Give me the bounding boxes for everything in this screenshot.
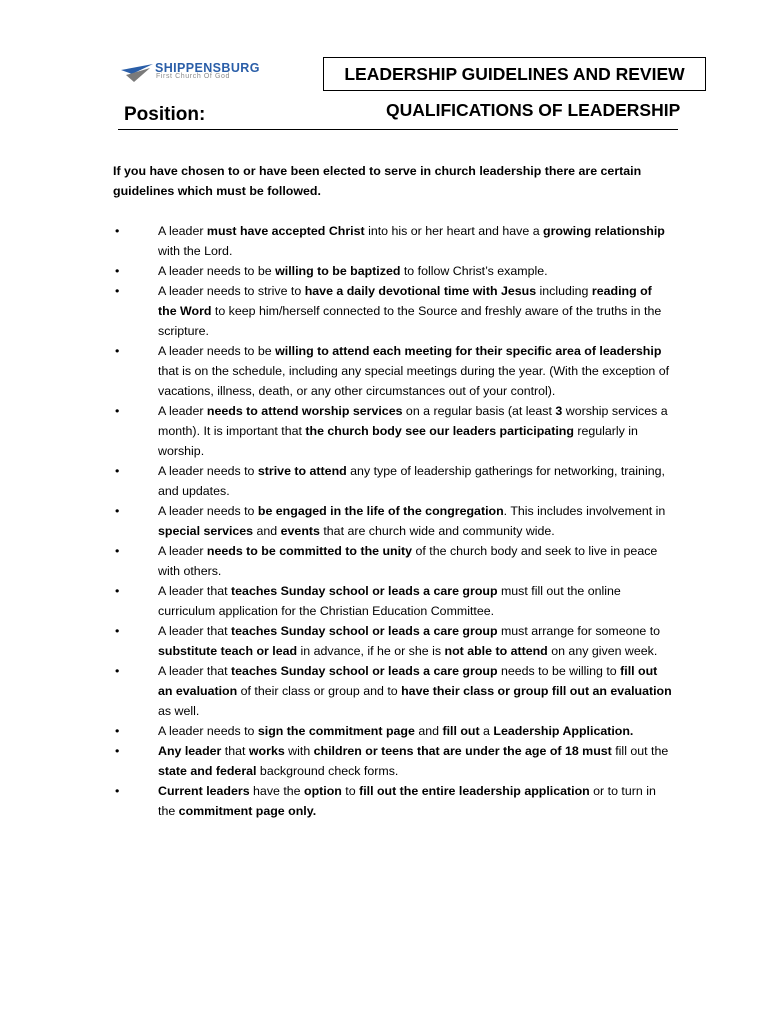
text-run: must arrange for someone to [497,624,661,638]
emphasis-text: sign the commitment page [257,724,415,738]
guideline-text [158,284,661,338]
emphasis-text: needs to be committed to the unity [206,544,413,558]
guidelines-list [113,221,673,821]
emphasis-text: Leadership Application. [493,724,634,738]
emphasis-text: children or teens that are under the age of 18 must [313,744,612,758]
emphasis-text: Current leaders [158,784,250,798]
guideline-item [113,401,673,461]
bullet-icon: • [115,264,120,278]
text-run: to keep him/herself connected to the Source and freshly aware of the truths in the scripture. [158,304,662,338]
emphasis-text: substitute teach or lead [158,644,298,658]
section-subtitle: QUALIFICATIONS OF LEADERSHIP [386,100,681,120]
emphasis-text: fill out the entire leadership application [359,784,590,798]
bullet-icon: • [115,784,120,798]
text-run: with the Lord. [158,244,233,258]
text-run: A leader needs to [158,504,258,518]
text-run: A leader [158,544,207,558]
guideline-text [158,744,668,778]
emphasis-text: growing relationship [543,224,665,238]
position-label: Position: [124,104,206,125]
bullet-icon: • [115,344,120,358]
text-run: of the church body and seek to live in peace with others. [158,544,658,578]
guideline-item [113,581,673,621]
emphasis-text: teaches Sunday school or leads a care group [231,584,498,598]
guideline-item [113,281,673,341]
text-run: in advance, if he or she is [297,644,445,658]
bullet-icon: • [115,584,120,598]
text-run: and [414,724,443,738]
logo-name: SHIPPENSBURG [155,61,260,75]
emphasis-text: state and federal [158,764,257,778]
guideline-text [158,664,672,718]
bullet-icon: • [115,504,120,518]
guideline-item [113,221,673,261]
bullet-icon: • [115,744,120,758]
guideline-item [113,661,673,721]
bullet-icon: • [115,724,120,738]
guideline-text [158,584,621,618]
text-run: worship services a month). It is important that [158,404,668,438]
guideline-text [158,504,665,538]
text-run: and [253,524,281,538]
text-run: A leader needs to [158,724,258,738]
emphasis-text: willing to attend each meeting for their specific area of leadership [275,344,662,358]
document-title: LEADERSHIP GUIDELINES AND REVIEW [344,64,685,84]
emphasis-text: have a daily devotional time with Jesus [304,284,537,298]
text-run: as well. [158,704,200,718]
guideline-item [113,261,673,281]
guideline-item [113,741,673,781]
text-run: A leader that [158,664,232,678]
guideline-text [158,624,660,658]
bullet-icon: • [115,284,120,298]
text-run: with [284,744,314,758]
emphasis-text: be engaged in the life of the congregation [257,504,504,518]
guideline-text [158,784,656,818]
text-run: to [341,784,360,798]
text-run: that are church wide and community wide. [319,524,555,538]
guideline-item [113,781,673,821]
emphasis-text: special services [158,524,254,538]
text-run: have the [249,784,305,798]
emphasis-text: needs to attend worship services [206,404,403,418]
emphasis-text: Any leader [158,744,222,758]
guideline-item [113,541,673,581]
intro-paragraph: If you have chosen to or have been elected to serve in church leadership there are certain guidelines which must be followed. [113,164,642,198]
text-run: background check forms. [256,764,399,778]
bullet-icon: • [115,664,120,678]
text-run: needs to be willing to [497,664,621,678]
text-run: that [221,744,249,758]
text-run: A leader that [158,584,232,598]
guideline-item [113,461,673,501]
emphasis-text: works [248,744,285,758]
emphasis-text: willing to be baptized [275,264,401,278]
text-run: that is on the schedule, including any special meetings during the year. (With the exception of vacations, illness, death, or any other circumstances out of your control). [158,364,670,398]
emphasis-text: fill out an evaluation [158,664,658,698]
guideline-text [158,724,633,738]
text-run: A leader needs to be [158,344,276,358]
text-run: on a regular basis (at least [402,404,556,418]
header-divider [118,129,678,130]
text-run: must fill out the online curriculum application for the Christian Education Committee. [158,584,621,618]
text-run: any type of leadership gatherings for networking, training, and updates. [158,464,665,498]
emphasis-text: the church body see our leaders participating [305,424,574,438]
text-run: A leader needs to [158,464,258,478]
emphasis-text: option [304,784,342,798]
bullet-icon: • [115,544,120,558]
guideline-item [113,501,673,541]
emphasis-text: not able to attend [444,644,548,658]
title-box [323,57,706,91]
emphasis-text: teaches Sunday school or leads a care group [231,624,498,638]
text-run: . This includes involvement in [503,504,666,518]
guideline-text [158,224,665,258]
logo-subtitle: First Church Of God [156,73,231,80]
bullet-icon: • [115,224,120,238]
emphasis-text: 3 [555,404,563,418]
text-run: A leader that [158,624,232,638]
emphasis-text: strive to attend [257,464,347,478]
guideline-text [158,404,668,458]
text-run: A leader [158,404,207,418]
text-run: of their class or group and to [237,684,402,698]
text-run: fill out the [611,744,669,758]
text-run: regularly in worship. [158,424,638,458]
text-run: A leader [158,224,207,238]
bullet-icon: • [115,464,120,478]
text-run: including [536,284,592,298]
emphasis-text: fill out [442,724,480,738]
guideline-text [158,544,657,578]
emphasis-text: commitment page only. [178,804,317,818]
text-run: a [479,724,494,738]
guideline-text [158,464,665,498]
emphasis-text: teaches Sunday school or leads a care group [231,664,498,678]
text-run: or to turn in the [158,784,656,818]
guideline-text [158,344,669,398]
text-run: to follow Christ’s example. [400,264,548,278]
swoosh-icon [120,62,154,84]
emphasis-text: must have accepted Christ [206,224,365,238]
bullet-icon: • [115,404,120,418]
text-run: into his or her heart and have a [364,224,544,238]
bullet-icon: • [115,624,120,638]
guideline-text [158,264,548,278]
guideline-item [113,621,673,661]
text-run: on any given week. [547,644,658,658]
church-logo [120,62,290,86]
text-run: A leader needs to strive to [158,284,305,298]
guideline-item [113,721,673,741]
emphasis-text: events [280,524,320,538]
emphasis-text: reading of the Word [158,284,652,318]
emphasis-text: have their class or group fill out an evaluation [401,684,672,698]
text-run: A leader needs to be [158,264,276,278]
guideline-item [113,341,673,401]
